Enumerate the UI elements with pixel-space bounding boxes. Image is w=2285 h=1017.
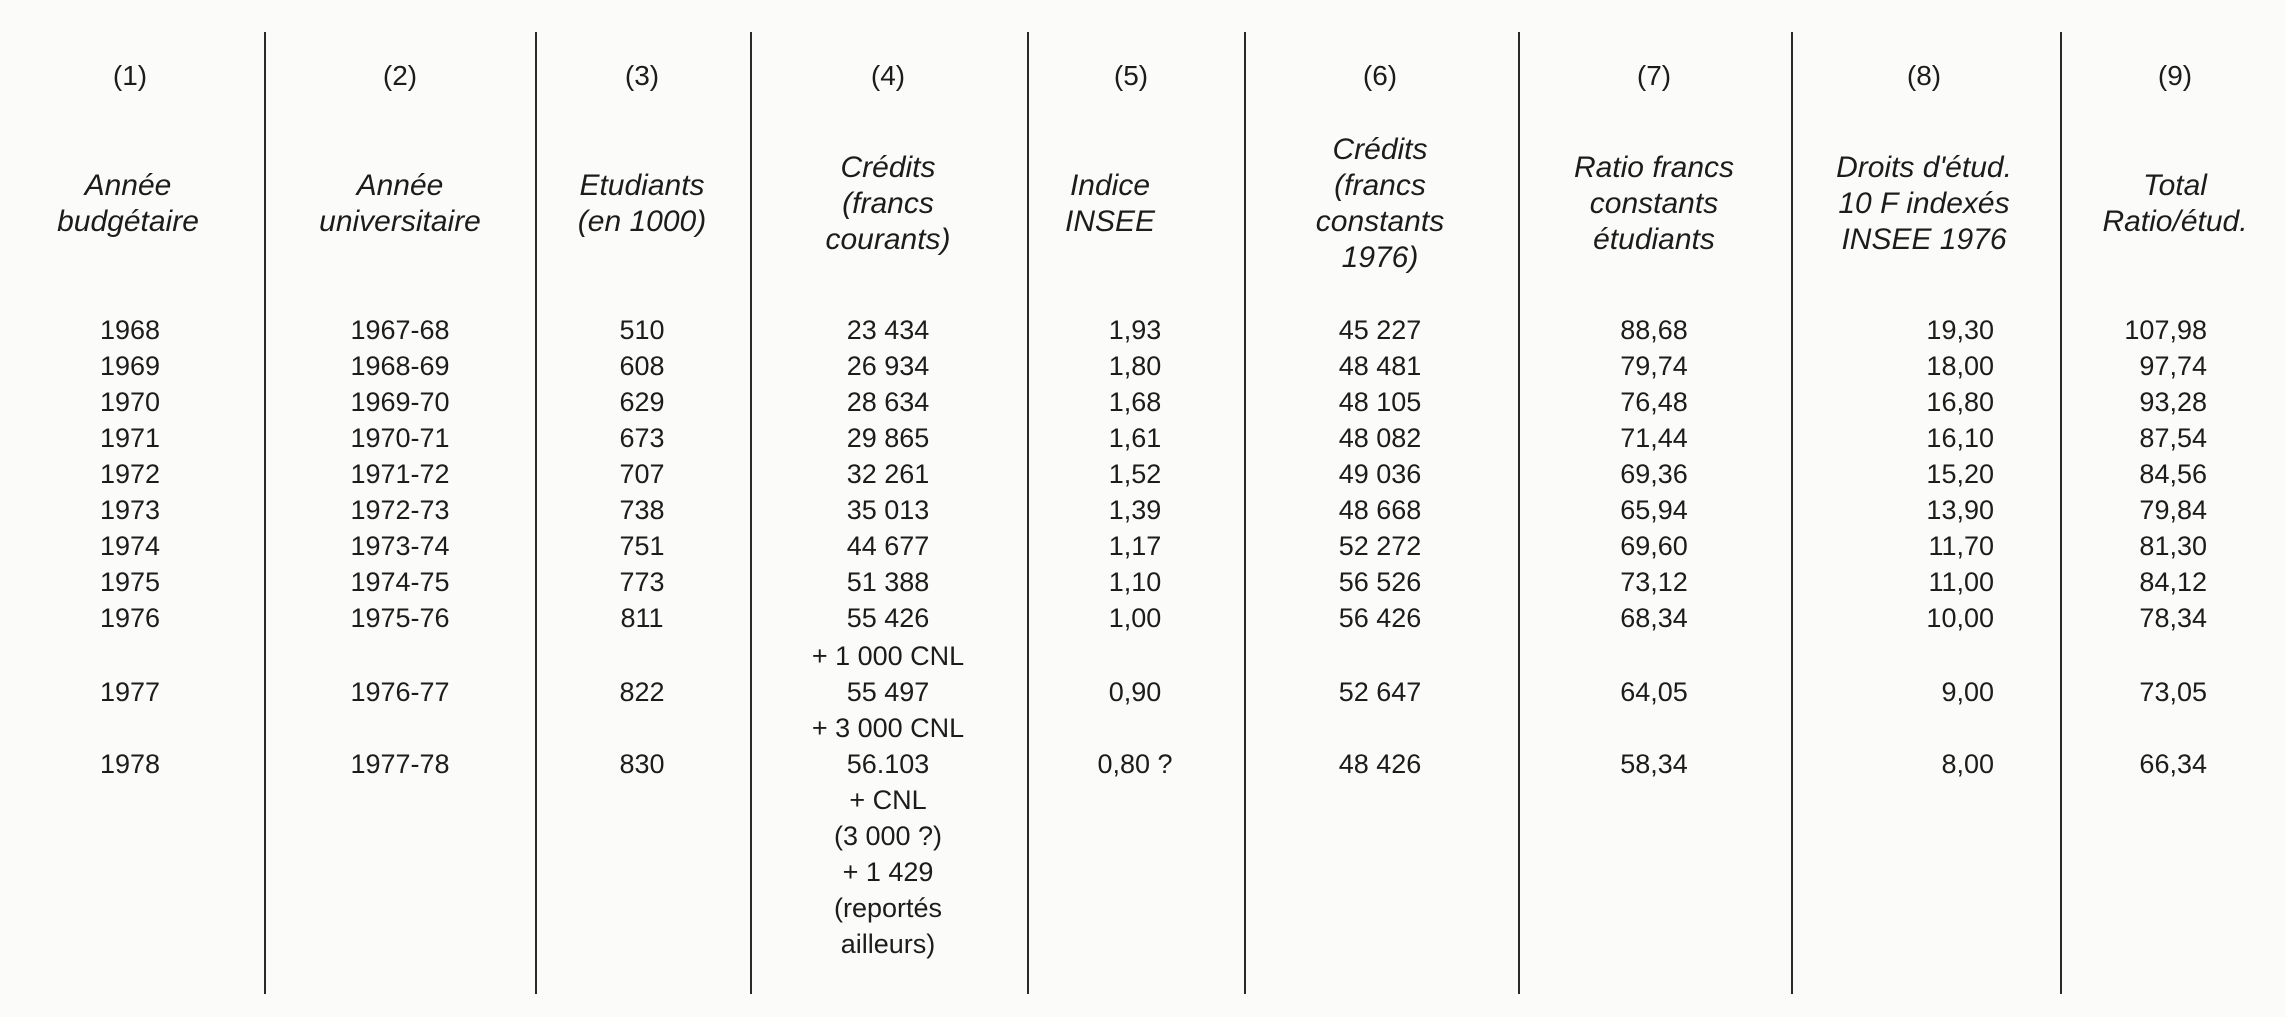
cell-current-credits: 26 934 bbox=[846, 351, 930, 381]
cell-insee-index: 1,10 bbox=[1108, 567, 1162, 597]
cell-total-ratio: 93,28 bbox=[2139, 387, 2207, 417]
cell-insee-index: 1,00 bbox=[1108, 603, 1162, 633]
cell-constant-credits: 48 481 bbox=[1338, 351, 1422, 381]
cell-students: 822 bbox=[619, 677, 665, 707]
cell-insee-index: 0,90 bbox=[1108, 677, 1162, 707]
cell-insee-index: 1,61 bbox=[1108, 423, 1162, 453]
cell-tuition-fees: 11,00 bbox=[1928, 567, 1994, 597]
cell-students: 707 bbox=[619, 459, 665, 489]
cell-ratio: 68,34 bbox=[1620, 603, 1688, 633]
cell-insee-index: 1,68 bbox=[1108, 387, 1162, 417]
column-header-ratio: Ratio francs constants étudiants bbox=[1573, 151, 1735, 256]
column-number: (1) bbox=[112, 60, 148, 91]
cell-students: 629 bbox=[619, 387, 665, 417]
column-divider bbox=[1518, 32, 1520, 994]
cell-ratio: 69,36 bbox=[1620, 459, 1688, 489]
column-divider bbox=[2060, 32, 2062, 994]
cell-university-year: 1970-71 bbox=[350, 423, 450, 453]
cell-budget-year: 1970 bbox=[99, 387, 161, 417]
column-divider bbox=[535, 32, 537, 994]
column-number: (5) bbox=[1113, 60, 1149, 91]
cell-current-credits: 29 865 bbox=[846, 423, 930, 453]
cell-tuition-fees: 9,00 bbox=[1941, 677, 1994, 707]
cell-budget-year: 1975 bbox=[99, 567, 161, 597]
cell-students: 738 bbox=[619, 495, 665, 525]
cell-insee-index: 1,52 bbox=[1108, 459, 1162, 489]
column-header-constant-credits: Crédits (francs constants 1976) bbox=[1315, 133, 1445, 274]
cell-ratio: 79,74 bbox=[1620, 351, 1688, 381]
cell-constant-credits: 48 426 bbox=[1338, 749, 1422, 779]
cell-university-year: 1968-69 bbox=[350, 351, 450, 381]
cell-total-ratio: 97,74 bbox=[2139, 351, 2207, 381]
cell-budget-year: 1976 bbox=[99, 603, 161, 633]
column-header-current-credits: Crédits (francs courants) bbox=[825, 151, 951, 256]
cell-tuition-fees: 18,00 bbox=[1926, 351, 1994, 381]
cell-constant-credits: 48 105 bbox=[1338, 387, 1422, 417]
cell-total-ratio: 73,05 bbox=[2139, 677, 2207, 707]
cell-budget-year: 1968 bbox=[99, 315, 161, 345]
cell-current-credits: 44 677 bbox=[846, 531, 930, 561]
cell-constant-credits: 56 526 bbox=[1338, 567, 1422, 597]
cell-tuition-fees: 16,80 bbox=[1926, 387, 1994, 417]
column-number: (2) bbox=[382, 60, 418, 91]
cell-university-year: 1971-72 bbox=[350, 459, 450, 489]
column-divider bbox=[1791, 32, 1793, 994]
cell-students: 673 bbox=[619, 423, 665, 453]
column-number: (9) bbox=[2157, 60, 2193, 91]
cell-constant-credits: 49 036 bbox=[1338, 459, 1422, 489]
cell-ratio: 73,12 bbox=[1620, 567, 1688, 597]
cell-students: 830 bbox=[619, 749, 665, 779]
cell-total-ratio: 107,98 bbox=[2124, 315, 2207, 345]
cell-university-year: 1977-78 bbox=[350, 749, 450, 779]
cell-ratio: 88,68 bbox=[1620, 315, 1688, 345]
cell-current-credits: 51 388 bbox=[846, 567, 930, 597]
cell-ratio: 64,05 bbox=[1620, 677, 1688, 707]
cell-total-ratio: 84,56 bbox=[2139, 459, 2207, 489]
cell-students: 773 bbox=[619, 567, 665, 597]
cell-current-credits: 55 497 bbox=[846, 677, 930, 707]
cell-total-ratio: 78,34 bbox=[2139, 603, 2207, 633]
cell-current-credits: 23 434 bbox=[846, 315, 930, 345]
cell-students: 510 bbox=[619, 315, 665, 345]
cell-budget-year: 1971 bbox=[99, 423, 161, 453]
cell-constant-credits: 45 227 bbox=[1338, 315, 1422, 345]
cell-tuition-fees: 13,90 bbox=[1926, 495, 1994, 525]
column-header-tuition-fees: Droits d'étud. 10 F indexés INSEE 1976 bbox=[1836, 151, 2012, 256]
cell-insee-index: 1,93 bbox=[1108, 315, 1162, 345]
cell-budget-year: 1974 bbox=[99, 531, 161, 561]
cell-university-year: 1969-70 bbox=[350, 387, 450, 417]
column-number: (8) bbox=[1906, 60, 1942, 91]
column-divider bbox=[750, 32, 752, 994]
column-header-students: Etudiants (en 1000) bbox=[577, 169, 707, 238]
cell-tuition-fees: 16,10 bbox=[1926, 423, 1994, 453]
cell-constant-credits: 52 647 bbox=[1338, 677, 1422, 707]
cell-current-credits: 32 261 bbox=[846, 459, 930, 489]
cell-university-year: 1974-75 bbox=[350, 567, 450, 597]
cell-total-ratio: 84,12 bbox=[2139, 567, 2207, 597]
cell-total-ratio: 79,84 bbox=[2139, 495, 2207, 525]
cell-university-year: 1975-76 bbox=[350, 603, 450, 633]
cell-current-credits: 35 013 bbox=[846, 495, 930, 525]
cell-students: 751 bbox=[619, 531, 665, 561]
column-number: (7) bbox=[1636, 60, 1672, 91]
cell-university-year: 1976-77 bbox=[350, 677, 450, 707]
cell-constant-credits: 56 426 bbox=[1338, 603, 1422, 633]
cell-constant-credits: 48 668 bbox=[1338, 495, 1422, 525]
credits-note: (3 000 ?) bbox=[833, 821, 943, 851]
column-divider bbox=[1244, 32, 1246, 994]
cell-students: 608 bbox=[619, 351, 665, 381]
cell-budget-year: 1972 bbox=[99, 459, 161, 489]
cell-ratio: 65,94 bbox=[1620, 495, 1688, 525]
cell-tuition-fees: 15,20 bbox=[1926, 459, 1994, 489]
cell-constant-credits: 52 272 bbox=[1338, 531, 1422, 561]
cell-current-credits: 56.103 bbox=[846, 749, 930, 779]
cell-tuition-fees: 11,70 bbox=[1928, 531, 1994, 561]
column-header-total-ratio: Total Ratio/étud. bbox=[2102, 169, 2248, 238]
cell-total-ratio: 66,34 bbox=[2139, 749, 2207, 779]
column-header-university-year: Année universitaire bbox=[319, 169, 481, 238]
cell-insee-index: 0,80 ? bbox=[1097, 749, 1173, 779]
credits-note: + 3 000 CNL bbox=[811, 713, 965, 743]
cell-current-credits: 28 634 bbox=[846, 387, 930, 417]
cell-university-year: 1973-74 bbox=[350, 531, 450, 561]
cell-constant-credits: 48 082 bbox=[1338, 423, 1422, 453]
cell-total-ratio: 81,30 bbox=[2139, 531, 2207, 561]
column-number: (3) bbox=[624, 60, 660, 91]
cell-ratio: 58,34 bbox=[1620, 749, 1688, 779]
credits-note: + 1 000 CNL bbox=[811, 641, 965, 671]
credits-note: ailleurs) bbox=[840, 929, 936, 959]
cell-budget-year: 1969 bbox=[99, 351, 161, 381]
cell-insee-index: 1,17 bbox=[1108, 531, 1162, 561]
cell-tuition-fees: 19,30 bbox=[1926, 315, 1994, 345]
cell-ratio: 71,44 bbox=[1620, 423, 1688, 453]
column-number: (6) bbox=[1362, 60, 1398, 91]
cell-insee-index: 1,39 bbox=[1108, 495, 1162, 525]
column-header-budget-year: Année budgétaire bbox=[57, 169, 199, 238]
credits-note: + CNL bbox=[849, 785, 927, 815]
column-header-insee-index: Indice INSEE bbox=[1064, 169, 1156, 238]
cell-budget-year: 1973 bbox=[99, 495, 161, 525]
column-number: (4) bbox=[870, 60, 906, 91]
cell-tuition-fees: 10,00 bbox=[1926, 603, 1994, 633]
cell-tuition-fees: 8,00 bbox=[1941, 749, 1994, 779]
cell-total-ratio: 87,54 bbox=[2139, 423, 2207, 453]
cell-ratio: 76,48 bbox=[1620, 387, 1688, 417]
cell-university-year: 1967-68 bbox=[350, 315, 450, 345]
cell-budget-year: 1977 bbox=[99, 677, 161, 707]
cell-ratio: 69,60 bbox=[1620, 531, 1688, 561]
column-divider bbox=[1027, 32, 1029, 994]
cell-students: 811 bbox=[620, 603, 664, 633]
cell-budget-year: 1978 bbox=[99, 749, 161, 779]
cell-insee-index: 1,80 bbox=[1108, 351, 1162, 381]
column-divider bbox=[264, 32, 266, 994]
cell-current-credits: 55 426 bbox=[846, 603, 930, 633]
credits-note: (reportés bbox=[833, 893, 943, 923]
credits-note: + 1 429 bbox=[842, 857, 934, 887]
cell-university-year: 1972-73 bbox=[350, 495, 450, 525]
